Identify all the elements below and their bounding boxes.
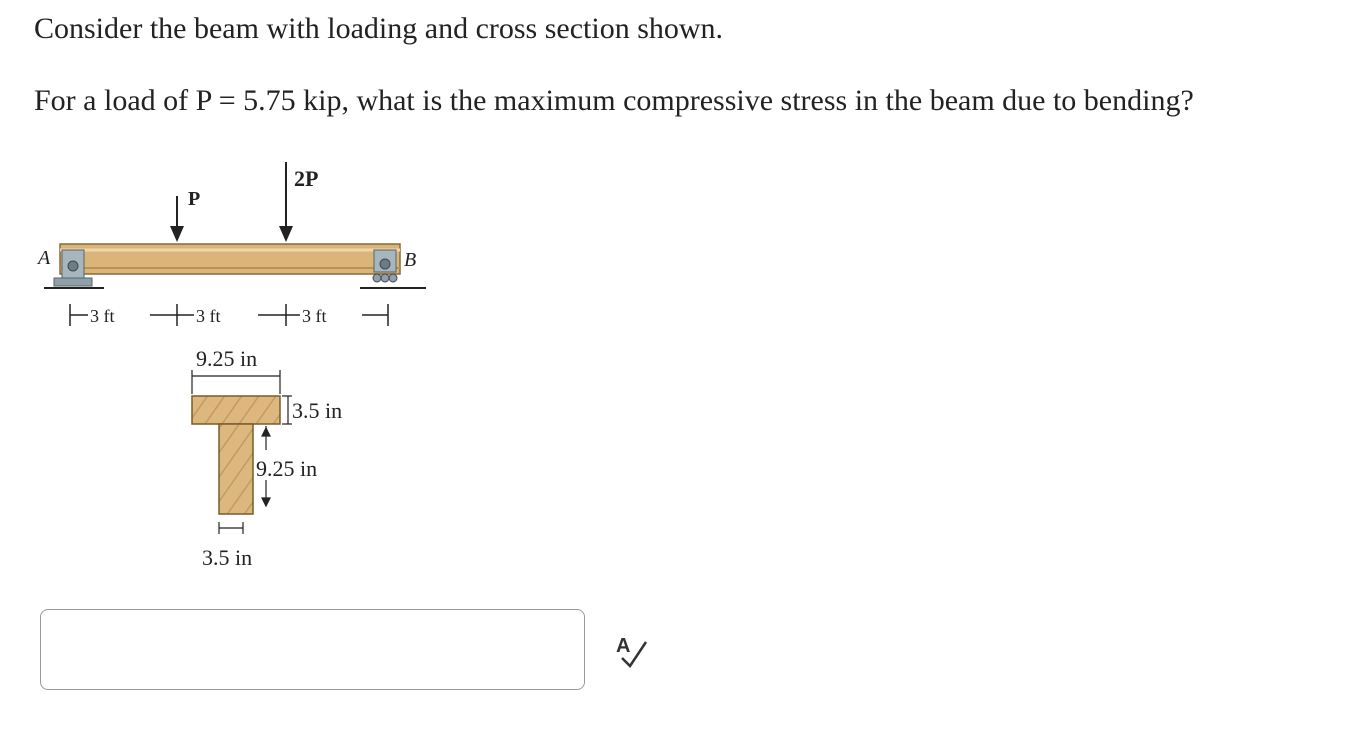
beam-figure bbox=[30, 160, 450, 580]
question-line-2: For a load of P = 5.75 kip, what is the maximum compressive stress in the beam due to bending? bbox=[34, 84, 1194, 117]
flange-thickness-dim bbox=[282, 396, 292, 424]
support-a-label: A bbox=[38, 247, 51, 269]
answer-input[interactable] bbox=[40, 609, 585, 690]
svg-text:A: A bbox=[616, 635, 631, 657]
spell-check-icon[interactable] bbox=[612, 630, 656, 674]
web-width-label: 3.5 in bbox=[202, 545, 253, 570]
t-section-flange bbox=[192, 396, 280, 424]
web-height-label: 9.25 in bbox=[256, 456, 318, 481]
load-2p-label: 2P bbox=[294, 166, 319, 191]
flange-width-label: 9.25 in bbox=[196, 346, 258, 371]
span-dimension-lines bbox=[70, 304, 388, 326]
span-3-label: 3 ft bbox=[302, 306, 327, 326]
t-section-web bbox=[219, 424, 253, 514]
load-p-label: P bbox=[188, 188, 201, 210]
flange-width-dim bbox=[192, 370, 280, 394]
load-2p-arrow bbox=[279, 162, 293, 242]
question-line-1: Consider the beam with loading and cross section shown. bbox=[34, 12, 724, 45]
span-2-label: 3 ft bbox=[196, 306, 221, 326]
flange-thickness-label: 3.5 in bbox=[292, 398, 343, 423]
web-width-dim bbox=[219, 522, 243, 534]
load-p-arrow bbox=[170, 196, 184, 242]
span-1-label: 3 ft bbox=[90, 306, 115, 326]
support-b-label: B bbox=[404, 249, 417, 271]
